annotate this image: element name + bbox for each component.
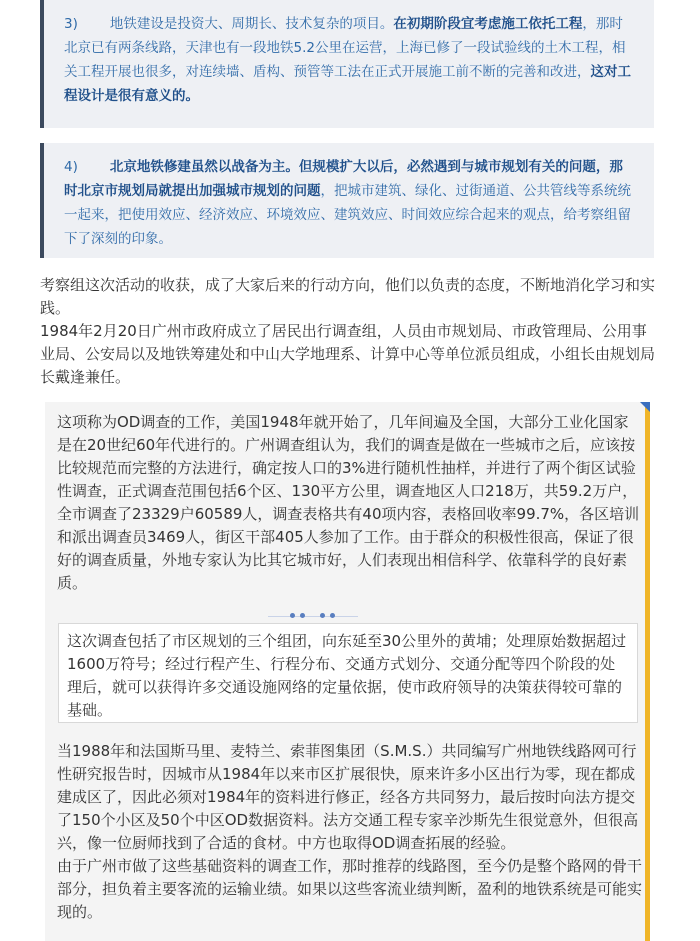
divider-dots-icon (268, 611, 358, 621)
paragraph-1984: 1984年2月20日广州市政府成立了居民出行调查组，人员由市规划局、市政管理局、公用事业局、公安局以及地铁筹建处和中山大学地理系、计算中心等单位派员组成，小组长由规划局长戴逢兼任。 (40, 322, 656, 386)
note-4-bold-a: 北京地铁修建虽然以战备为主。但规模扩大以后，必然遇到与城市规划有关的问题，那时北京市规划局就提出加强城市规划的问题 (64, 159, 623, 199)
note-3-bold-a: 在初期阶段宜考虑施工依托工程 (393, 16, 583, 32)
note-3-number: 3) (64, 16, 78, 32)
note-box-3 (40, 0, 654, 128)
note-3-text-a: 地铁建设是投资大、周期长、技术复杂的项目。 (109, 16, 394, 32)
paragraph-harvest: 考察组这次活动的收获，成了大家后来的行动方向，他们以负责的态度，不断地消化学习和实践。 (40, 276, 656, 317)
survey-quote: 这次调查包括了市区规划的三个组团，向东延至30公里外的黄埔；处理原始数据超过1600万符号；经过行程产生、行程分布、交通方式划分、交通分配等四个阶段的处理后，就可以获得许多交通设施网络的定量依据，使市政府领导的决策获得较可靠的基础。 (67, 632, 627, 719)
survey-paragraph-1: 这项称为OD调查的工作，美国1948年就开始了，几年间遍及全国，大部分工业化国家是在20世纪60年代进行的。广州调查组认为，我们的调查是做在一些城市之后，应该按比较规范而完整的方法进行，确定按人口的3%进行随机性抽样，并进行了两个街区试验性调查，正式调查范围包括6个区、130平方公里，调查地区人口218万，共59.2万户，全市调查了23329户60589人，调查表格共有40项内容，表格回收率99.7%，各区培训和派出调查员3469人，街区干部405人参加了工作。由于群众的积极性很高，保证了很好的调查质量，外地专家认为比其它城市好，人们表现出相信科学、依靠科学的良好素质。 (57, 413, 640, 592)
survey-paragraph-2 (57, 740, 647, 924)
note-4-text (64, 155, 634, 251)
note-3-text-b: ，那时北京已有两条线路，天津也有一段地铁5.2公里在运营，上海已修了一段试验线的土木工程，相关工程开展也很多，对连续墙、盾构、预管等工法在正式开展施工前不断的完善和改进， (64, 16, 626, 80)
note-3-bold-b: 这对工程设计是很有意义的。 (64, 64, 631, 104)
survey-paragraph-2-a: 当1988年和法国斯马里、麦特兰、索菲图集团（S.M.S.）共同编写广州地铁线路网可行性研究报告时，因城市从1984年以来市区扩展很快，原来许多小区出行为零，现在都成建成区了，因此必须对1984年的资料进行修正，经各方共同努力，最后按时向法方提交了150个小区及50个中区OD数据资料。法方交通工程专家辛沙斯先生很觉意外，但很高兴，像一位厨师找到了合适的食材。中方也取得OD调查拓展的经验。 (57, 742, 639, 852)
survey-paragraph-3: 由于广州市做了这些基础资料的调查工作，那时推荐的线路图，至今仍是整个路网的骨干部分，担负着主要客流的运输业绩。如果以这些客流业绩判断，盈利的地铁系统是可能实现的。 (57, 857, 643, 921)
note-4-number: 4) (64, 159, 78, 175)
survey-quote-box (58, 623, 638, 723)
note-box-4 (40, 143, 654, 258)
note-3-text (64, 12, 634, 108)
note-4-text-a: ，把城市建筑、绿化、过街通道、公共管线等系统统一起来，把使用效应、经济效应、环境效应、建筑效应、时间效应综合起来的观点，给考察组留下了深刻的印象。 (64, 183, 631, 247)
